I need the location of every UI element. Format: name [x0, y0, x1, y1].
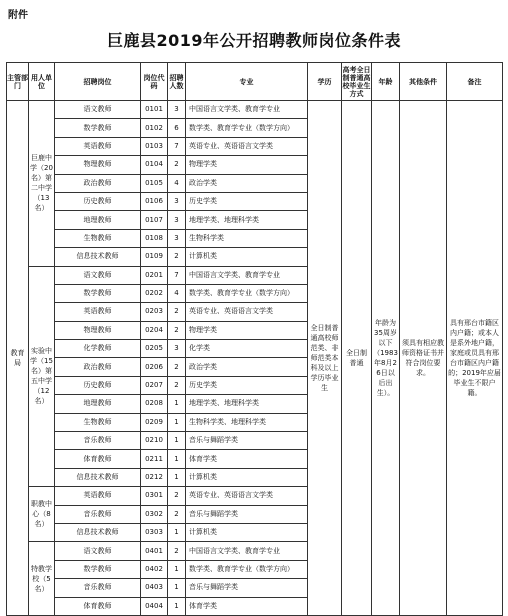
count-cell: 7: [168, 137, 186, 155]
header-note: 备注: [447, 63, 503, 101]
post-cell: 生物教师: [55, 229, 141, 247]
major-cell: 政治学类: [186, 174, 308, 192]
code-cell: 0210: [141, 432, 168, 450]
count-cell: 1: [168, 560, 186, 578]
post-cell: 数学教师: [55, 560, 141, 578]
code-cell: 0301: [141, 487, 168, 505]
positions-table: [6, 62, 503, 616]
post-cell: 英语教师: [55, 137, 141, 155]
age-cell: 年龄为35周岁以下（1983年8月26日以后出生）。: [372, 101, 400, 616]
count-cell: 2: [168, 505, 186, 523]
post-cell: 历史教师: [55, 376, 141, 394]
code-cell: 0212: [141, 468, 168, 486]
count-cell: 1: [168, 468, 186, 486]
major-cell: 政治学类: [186, 358, 308, 376]
count-cell: 1: [168, 432, 186, 450]
count-cell: 2: [168, 303, 186, 321]
unit-cell: 巨鹿中学（20名）第二中学（13名）: [29, 101, 55, 267]
post-cell: 生物教师: [55, 413, 141, 431]
header-dept: 主管部门: [7, 63, 29, 101]
header-post: 招聘岗位: [55, 63, 141, 101]
major-cell: 化学类: [186, 340, 308, 358]
major-cell: 音乐与舞蹈学类: [186, 579, 308, 597]
unit-cell: 实验中学（15名）第五中学（12名）: [29, 266, 55, 487]
header-edu: 学历: [308, 63, 342, 101]
post-cell: 语文教师: [55, 101, 141, 119]
edu-cell: 全日制普通高校师范类、非师范类本科及以上学历毕业生: [308, 101, 342, 616]
post-cell: 语文教师: [55, 542, 141, 560]
post-cell: 物理教师: [55, 156, 141, 174]
post-cell: 体育教师: [55, 450, 141, 468]
unit-cell: 职教中心（8名）: [29, 487, 55, 542]
major-cell: 计算机类: [186, 468, 308, 486]
count-cell: 1: [168, 579, 186, 597]
post-cell: 音乐教师: [55, 432, 141, 450]
code-cell: 0211: [141, 450, 168, 468]
major-cell: 计算机类: [186, 248, 308, 266]
code-cell: 0102: [141, 119, 168, 137]
count-cell: 2: [168, 156, 186, 174]
count-cell: 2: [168, 487, 186, 505]
note-cell: 具有邢台市籍区内户籍；或本人是系外地户籍，家庭或员具有邢台市籍区内户籍的；2019年应届毕业生不限户籍。: [447, 101, 503, 616]
header-mode: 高考全日制普通高校毕业生方式: [342, 63, 372, 101]
post-cell: 物理教师: [55, 321, 141, 339]
post-cell: 化学教师: [55, 340, 141, 358]
major-cell: 生物科学类: [186, 229, 308, 247]
code-cell: 0303: [141, 523, 168, 541]
major-cell: 体育学类: [186, 597, 308, 615]
major-cell: 生物科学类、地理科学类: [186, 413, 308, 431]
major-cell: 中国语言文学类、教育学专业: [186, 542, 308, 560]
count-cell: 2: [168, 376, 186, 394]
code-cell: 0103: [141, 137, 168, 155]
attachment-label: 附件: [8, 10, 28, 21]
post-cell: 政治教师: [55, 358, 141, 376]
code-cell: 0206: [141, 358, 168, 376]
code-cell: 0104: [141, 156, 168, 174]
major-cell: 地理学类、地理科学类: [186, 395, 308, 413]
count-cell: 2: [168, 358, 186, 376]
major-cell: 音乐与舞蹈学类: [186, 505, 308, 523]
major-cell: 物理学类: [186, 321, 308, 339]
count-cell: 7: [168, 266, 186, 284]
count-cell: 1: [168, 395, 186, 413]
post-cell: 音乐教师: [55, 579, 141, 597]
major-cell: 历史学类: [186, 376, 308, 394]
count-cell: 3: [168, 229, 186, 247]
code-cell: 0205: [141, 340, 168, 358]
code-cell: 0208: [141, 395, 168, 413]
code-cell: 0404: [141, 597, 168, 615]
major-cell: 音乐与舞蹈学类: [186, 432, 308, 450]
count-cell: 3: [168, 101, 186, 119]
code-cell: 0203: [141, 303, 168, 321]
count-cell: 2: [168, 248, 186, 266]
code-cell: 0302: [141, 505, 168, 523]
dept-cell: 教育局: [7, 101, 29, 616]
count-cell: 1: [168, 597, 186, 615]
post-cell: 英语教师: [55, 487, 141, 505]
major-cell: 英语专业、英语语言文学类: [186, 137, 308, 155]
post-cell: 数学教师: [55, 119, 141, 137]
major-cell: 英语专业、英语语言文学类: [186, 487, 308, 505]
post-cell: 音乐教师: [55, 505, 141, 523]
other-cell: 须具有相应教师资格证书并符合岗位要求。: [400, 101, 447, 616]
header-other: 其他条件: [400, 63, 447, 101]
header-code: 岗位代码: [141, 63, 168, 101]
post-cell: 信息技术教师: [55, 248, 141, 266]
count-cell: 6: [168, 119, 186, 137]
post-cell: 地理教师: [55, 395, 141, 413]
post-cell: 地理教师: [55, 211, 141, 229]
code-cell: 0101: [141, 101, 168, 119]
code-cell: 0207: [141, 376, 168, 394]
mode-cell: 全日制普通: [342, 101, 372, 616]
major-cell: 历史学类: [186, 192, 308, 210]
major-cell: 英语专业、英语语言文学类: [186, 303, 308, 321]
code-cell: 0105: [141, 174, 168, 192]
code-cell: 0109: [141, 248, 168, 266]
count-cell: 3: [168, 340, 186, 358]
count-cell: 2: [168, 542, 186, 560]
code-cell: 0209: [141, 413, 168, 431]
unit-cell: 特教学校（5名）: [29, 542, 55, 616]
major-cell: 计算机类: [186, 523, 308, 541]
count-cell: 3: [168, 211, 186, 229]
major-cell: 数学类、教育学专业（数学方向）: [186, 560, 308, 578]
code-cell: 0402: [141, 560, 168, 578]
count-cell: 2: [168, 321, 186, 339]
major-cell: 物理学类: [186, 156, 308, 174]
post-cell: 语文教师: [55, 266, 141, 284]
post-cell: 政治教师: [55, 174, 141, 192]
major-cell: 数学类、教育学专业（数学方向）: [186, 119, 308, 137]
count-cell: 1: [168, 450, 186, 468]
count-cell: 4: [168, 284, 186, 302]
code-cell: 0204: [141, 321, 168, 339]
major-cell: 体育学类: [186, 450, 308, 468]
post-cell: 数学教师: [55, 284, 141, 302]
code-cell: 0401: [141, 542, 168, 560]
count-cell: 4: [168, 174, 186, 192]
post-cell: 英语教师: [55, 303, 141, 321]
code-cell: 0106: [141, 192, 168, 210]
code-cell: 0403: [141, 579, 168, 597]
post-cell: 信息技术教师: [55, 468, 141, 486]
page-title: 巨鹿县2019年公开招聘教师岗位条件表: [106, 31, 402, 50]
code-cell: 0201: [141, 266, 168, 284]
major-cell: 中国语言文学类、教育学专业: [186, 101, 308, 119]
post-cell: 信息技术教师: [55, 523, 141, 541]
header-major: 专业: [186, 63, 308, 101]
code-cell: 0202: [141, 284, 168, 302]
header-age: 年龄: [372, 63, 400, 101]
count-cell: 1: [168, 523, 186, 541]
post-cell: 历史教师: [55, 192, 141, 210]
major-cell: 地理学类、地理科学类: [186, 211, 308, 229]
code-cell: 0108: [141, 229, 168, 247]
code-cell: 0107: [141, 211, 168, 229]
header-row: [7, 63, 503, 101]
count-cell: 3: [168, 192, 186, 210]
count-cell: 1: [168, 413, 186, 431]
header-unit: 用人单位: [29, 63, 55, 101]
major-cell: 中国语言文学类、教育学专业: [186, 266, 308, 284]
header-count: 招聘人数: [168, 63, 186, 101]
major-cell: 数学类、教育学专业（数学方向）: [186, 284, 308, 302]
table-row: [7, 101, 503, 119]
post-cell: 体育教师: [55, 597, 141, 615]
